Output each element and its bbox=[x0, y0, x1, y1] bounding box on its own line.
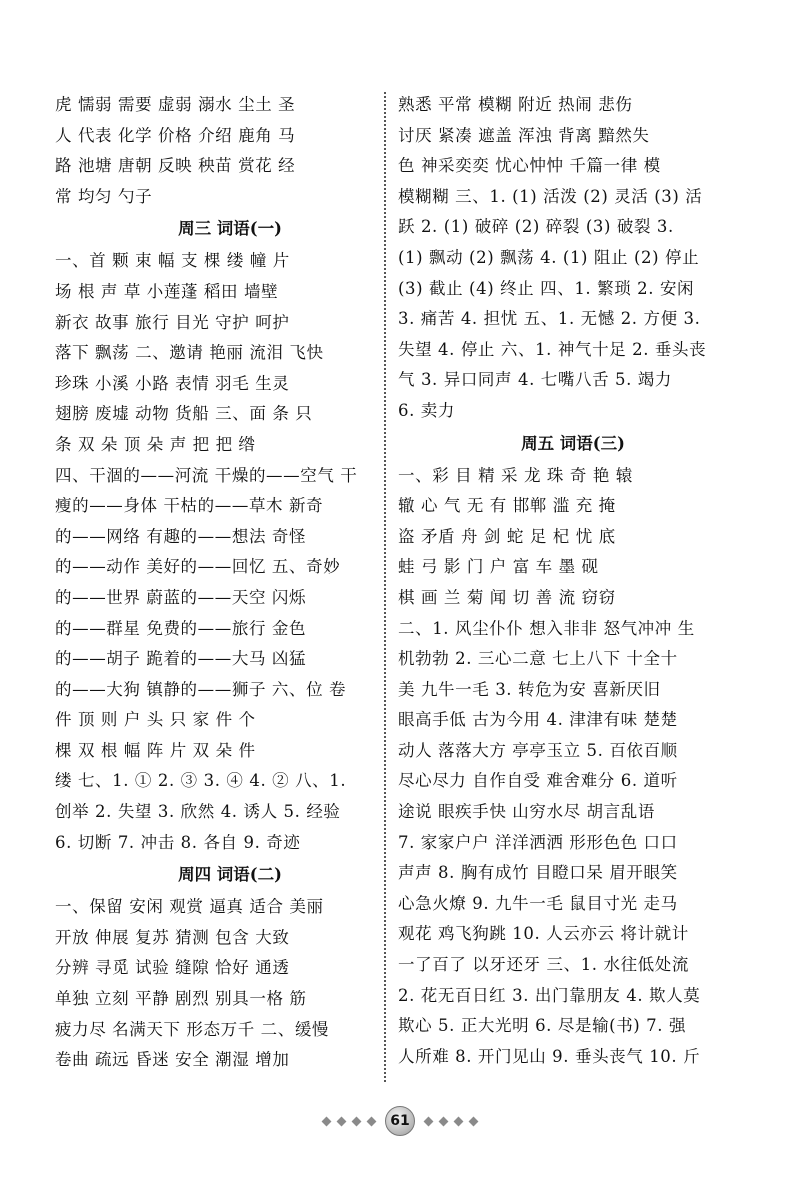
text-line: 的——世界 蔚蓝的——天空 闪烁 bbox=[55, 587, 307, 607]
diamond-ornament-icon bbox=[337, 1116, 347, 1126]
text-line: 欺心 5. 正大光明 6. 尽是输(书) 7. 强 bbox=[398, 1016, 687, 1036]
diamond-ornament-icon bbox=[322, 1116, 332, 1126]
text-line: 人所难 8. 开门见山 9. 垂头丧气 10. 斤 bbox=[398, 1046, 701, 1066]
text-line: 眼高手低 古为今用 4. 津津有味 楚楚 bbox=[398, 710, 678, 730]
text-line: 常 均匀 勺子 bbox=[55, 186, 153, 206]
text-line: 二、1. 风尘仆仆 想入非非 怒气冲冲 生 bbox=[398, 618, 695, 638]
diamond-ornament-icon bbox=[454, 1116, 464, 1126]
text-line: 一、保留 安闲 观赏 逼真 适合 美丽 bbox=[55, 897, 324, 917]
text-line: 翅膀 废墟 动物 货船 三、面 条 只 bbox=[55, 404, 313, 424]
text-line: (1) 飘动 (2) 飘荡 4. (1) 阻止 (2) 停止 bbox=[398, 247, 700, 267]
text-line: 棵 双 根 幅 阵 片 双 朵 件 bbox=[55, 740, 256, 760]
text-line: 人 代表 化学 价格 介绍 鹿角 马 bbox=[55, 125, 296, 145]
diamond-ornament-icon bbox=[352, 1116, 362, 1126]
text-line: 卷曲 疏远 昏迷 安全 潮湿 增加 bbox=[55, 1050, 290, 1070]
text-line: 的——网络 有趣的——想法 奇怪 bbox=[55, 526, 307, 546]
page-footer bbox=[0, 1104, 800, 1138]
text-line: 跃 2. (1) 破碎 (2) 碎裂 (3) 破裂 3. bbox=[398, 217, 674, 237]
left-column bbox=[55, 90, 385, 1076]
diamond-ornament-icon bbox=[367, 1116, 377, 1126]
text-line: 机勃勃 2. 三心二意 七上八下 十全十 bbox=[398, 649, 678, 669]
diamond-ornament-icon bbox=[439, 1116, 449, 1126]
text-line: 疲力尽 名满天下 形态万千 二、缓慢 bbox=[55, 1019, 330, 1039]
section-heading-friday: 周五 词语(三) bbox=[521, 433, 625, 453]
right-column bbox=[398, 90, 728, 1072]
section-heading-thursday: 周四 词语(二) bbox=[178, 865, 282, 885]
text-line: 动人 落落大方 亭亭玉立 5. 百依百顺 bbox=[398, 740, 678, 760]
text-line: 6. 卖力 bbox=[398, 400, 455, 420]
text-line: 缕 七、1. ① 2. ③ 3. ④ 4. ② 八、1. bbox=[55, 771, 347, 791]
text-line: 美 九牛一毛 3. 转危为安 喜新厌旧 bbox=[398, 679, 661, 699]
text-line: 新衣 故事 旅行 目光 守护 呵护 bbox=[55, 312, 290, 332]
text-line: 2. 花无百日红 3. 出门靠朋友 4. 欺人莫 bbox=[398, 985, 701, 1005]
text-line: 创举 2. 失望 3. 欣然 4. 诱人 5. 经验 bbox=[55, 802, 341, 822]
text-line: 6. 切断 7. 冲击 8. 各自 9. 奇迹 bbox=[55, 832, 301, 852]
text-line: 场 根 声 草 小莲蓬 稻田 墙壁 bbox=[55, 281, 279, 301]
diamond-ornament-icon bbox=[424, 1116, 434, 1126]
diamond-ornament-icon bbox=[469, 1116, 479, 1126]
text-line: 珍珠 小溪 小路 表情 羽毛 生灵 bbox=[55, 373, 290, 393]
text-line: 条 双 朵 顶 朵 声 把 把 绺 bbox=[55, 434, 256, 454]
text-line: 的——动作 美好的——回忆 五、奇妙 bbox=[55, 557, 341, 577]
text-line: 的——大狗 镇静的——狮子 六、位 卷 bbox=[55, 679, 347, 699]
text-line: 一了百了 以牙还牙 三、1. 水往低处流 bbox=[398, 955, 689, 975]
text-line: 分辨 寻觅 试验 缝隙 恰好 通透 bbox=[55, 958, 290, 978]
text-line: 的——胡子 跪着的——大马 凶猛 bbox=[55, 649, 307, 669]
text-line: 色 神采奕奕 忧心忡忡 千篇一律 模 bbox=[398, 156, 661, 176]
text-line: 观花 鸡飞狗跳 10. 人云亦云 将计就计 bbox=[398, 924, 689, 944]
text-line: 路 池塘 唐朝 反映 秧苗 赏花 经 bbox=[55, 156, 296, 176]
text-line: 失望 4. 停止 六、1. 神气十足 2. 垂头丧 bbox=[398, 339, 707, 359]
text-line: 件 顶 则 户 头 只 家 件 个 bbox=[55, 710, 256, 730]
text-line: 棋 画 兰 菊 闻 切 善 流 窃窃 bbox=[398, 587, 616, 607]
text-line: 一、首 颗 束 幅 支 棵 缕 幢 片 bbox=[55, 251, 290, 271]
text-line: 单独 立刻 平静 剧烈 别具一格 筋 bbox=[55, 989, 307, 1009]
text-line: (3) 截止 (4) 终止 四、1. 繁琐 2. 安闲 bbox=[398, 278, 695, 298]
text-line: 心急火燎 9. 九牛一毛 鼠目寸光 走马 bbox=[398, 893, 678, 913]
text-line: 虎 懦弱 需要 虚弱 溺水 尘土 圣 bbox=[55, 95, 296, 114]
text-line: 声声 8. 胸有成竹 目瞪口呆 眉开眼笑 bbox=[398, 863, 678, 883]
text-line: 的——群星 免费的——旅行 金色 bbox=[55, 618, 307, 638]
text-line: 瘦的——身体 干枯的——草木 新奇 bbox=[55, 496, 324, 516]
text-line: 讨厌 紧凑 遮盖 浑浊 背离 黯然失 bbox=[398, 125, 650, 145]
section-heading-wednesday: 周三 词语(一) bbox=[178, 219, 282, 239]
text-line: 模糊糊 三、1. (1) 活泼 (2) 灵活 (3) 活 bbox=[398, 186, 703, 206]
text-line: 四、干涸的——河流 干燥的——空气 干 bbox=[55, 465, 358, 485]
text-line: 辙 心 气 无 有 邯郸 滥 充 掩 bbox=[398, 496, 616, 516]
text-line: 蛙 弓 影 门 户 富 车 墨 砚 bbox=[398, 557, 599, 577]
text-line: 途说 眼疾手快 山穷水尽 胡言乱语 bbox=[398, 802, 655, 822]
text-line: 开放 伸展 复苏 猜测 包含 大致 bbox=[55, 927, 290, 947]
text-line: 7. 家家户户 洋洋洒洒 形形色色 口口 bbox=[398, 832, 678, 852]
text-line: 落下 飘荡 二、邀请 艳丽 流泪 飞快 bbox=[55, 343, 324, 363]
text-line: 尽心尽力 自作自受 难舍难分 6. 道听 bbox=[398, 771, 678, 791]
text-line: 熟悉 平常 模糊 附近 热闹 悲伤 bbox=[398, 95, 633, 114]
page-number: 61 bbox=[385, 1106, 415, 1136]
text-line: 一、彩 目 精 采 龙 珠 奇 艳 辕 bbox=[398, 465, 633, 485]
text-line: 3. 痛苦 4. 担忧 五、1. 无憾 2. 方便 3. bbox=[398, 309, 701, 329]
text-line: 盗 矛盾 舟 剑 蛇 足 杞 忧 底 bbox=[398, 526, 616, 546]
text-line: 气 3. 异口同声 4. 七嘴八舌 5. 竭力 bbox=[398, 370, 672, 390]
